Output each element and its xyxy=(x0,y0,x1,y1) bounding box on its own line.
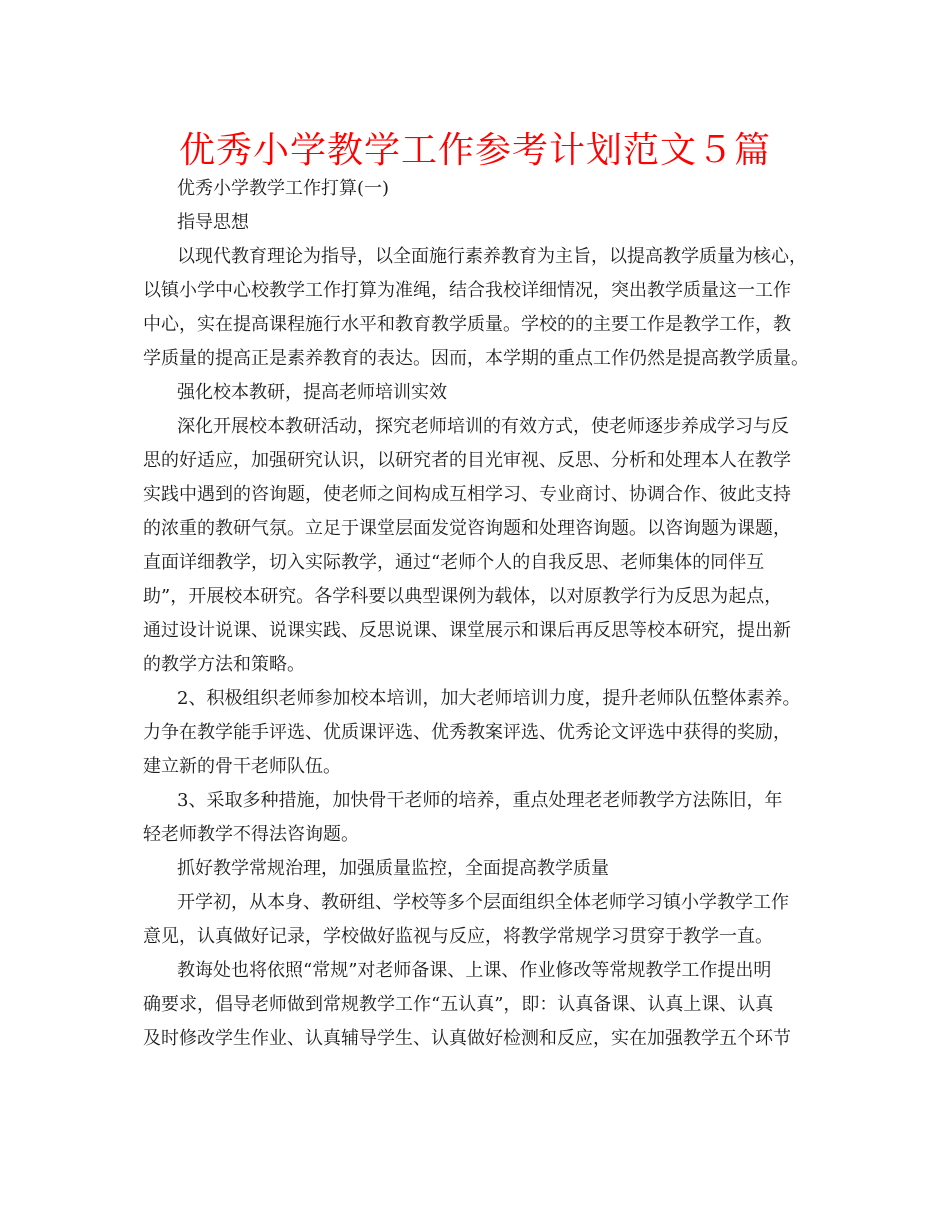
paragraph-line: 学质量的提高正是素养教育的表达。因而，本学期的重点工作仍然是提高教学质量。 xyxy=(143,348,809,369)
paragraph xyxy=(143,954,815,1056)
paragraph-line: 助”，开展校本研究。各学科要以典型课例为载体，以对原教学行为反思为起点， xyxy=(143,586,783,607)
paragraph-line: 3、采取多种措施，加快骨干老师的培养，重点处理老老师教学方法陈旧，年 xyxy=(177,790,783,811)
paragraph xyxy=(143,240,815,376)
paragraph-line: 的浓重的教研气氛。立足于课堂层面发觉咨询题和处理咨询题。以咨询题为课题， xyxy=(143,518,791,539)
paragraph-line: 以镇小学中心校教学工作打算为准绳，结合我校详细情况，突出教学质量这一工作 xyxy=(143,280,791,301)
paragraph-line: 抓好教学常规治理，加强质量监控，全面提高教学质量 xyxy=(177,858,609,879)
paragraph xyxy=(143,172,815,206)
paragraph-line: 优秀小学教学工作打算(一) xyxy=(177,178,390,199)
paragraph-line: 开学初，从本身、教研组、学校等多个层面组织全体老师学习镇小学教学工作 xyxy=(177,892,789,913)
paragraph-line: 教诲处也将依照“常规”对老师备课、上课、作业修改等常规教学工作提出明 xyxy=(177,960,772,981)
paragraph xyxy=(143,886,815,954)
paragraph-line: 轻老师教学不得法咨询题。 xyxy=(143,824,359,845)
paragraph-line: 2、积极组织老师参加校本培训，加大老师培训力度，提升老师队伍整体素养。 xyxy=(177,688,801,709)
document-title: 优秀小学教学工作参考计划范文５篇 xyxy=(178,130,771,171)
paragraph-line: 的教学方法和策略。 xyxy=(143,654,305,675)
paragraph xyxy=(143,784,815,852)
paragraph-line: 直面详细教学，切入实际教学，通过“老师个人的自我反思、老师集体的同伴互 xyxy=(143,552,765,573)
paragraph xyxy=(143,682,815,784)
paragraph-line: 通过设计说课、说课实践、反思说课、课堂展示和课后再反思等校本研究，提出新 xyxy=(143,620,791,641)
paragraph xyxy=(143,376,815,410)
paragraph-line: 及时修改学生作业、认真辅导学生、认真做好检测和反应，实在加强教学五个环节 xyxy=(143,1028,791,1049)
paragraph-line: 强化校本教研，提高老师培训实效 xyxy=(177,382,447,403)
paragraph-line: 力争在教学能手评选、优质课评选、优秀教案评选、优秀论文评选中获得的奖励， xyxy=(143,722,791,743)
paragraph xyxy=(143,410,815,682)
paragraph xyxy=(143,852,815,886)
paragraph-line: 指导思想 xyxy=(177,212,249,233)
paragraph-line: 以现代教育理论为指导，以全面施行素养教育为主旨，以提高教学质量为核心， xyxy=(177,246,807,267)
paragraph-line: 中心，实在提高课程施行水平和教育教学质量。学校的的主要工作是教学工作，教 xyxy=(143,314,791,335)
paragraph-line: 建立新的骨干老师队伍。 xyxy=(143,756,341,777)
paragraph-line: 意见，认真做好记录，学校做好监视与反应，将教学常规学习贯穿于教学一直。 xyxy=(143,926,773,947)
document-body xyxy=(143,172,815,1056)
paragraph-line: 深化开展校本教研活动，探究老师培训的有效方式，使老师逐步养成学习与反 xyxy=(177,416,789,437)
paragraph-line: 确要求，倡导老师做到常规教学工作“五认真”，即：认真备课、认真上课、认真 xyxy=(143,994,774,1015)
paragraph xyxy=(143,206,815,240)
paragraph-line: 思的好适应，加强研究认识，以研究者的目光审视、反思、分析和处理本人在教学 xyxy=(143,450,791,471)
paragraph-line: 实践中遇到的咨询题，使老师之间构成互相学习、专业商讨、协调合作、彼此支持 xyxy=(143,484,791,505)
